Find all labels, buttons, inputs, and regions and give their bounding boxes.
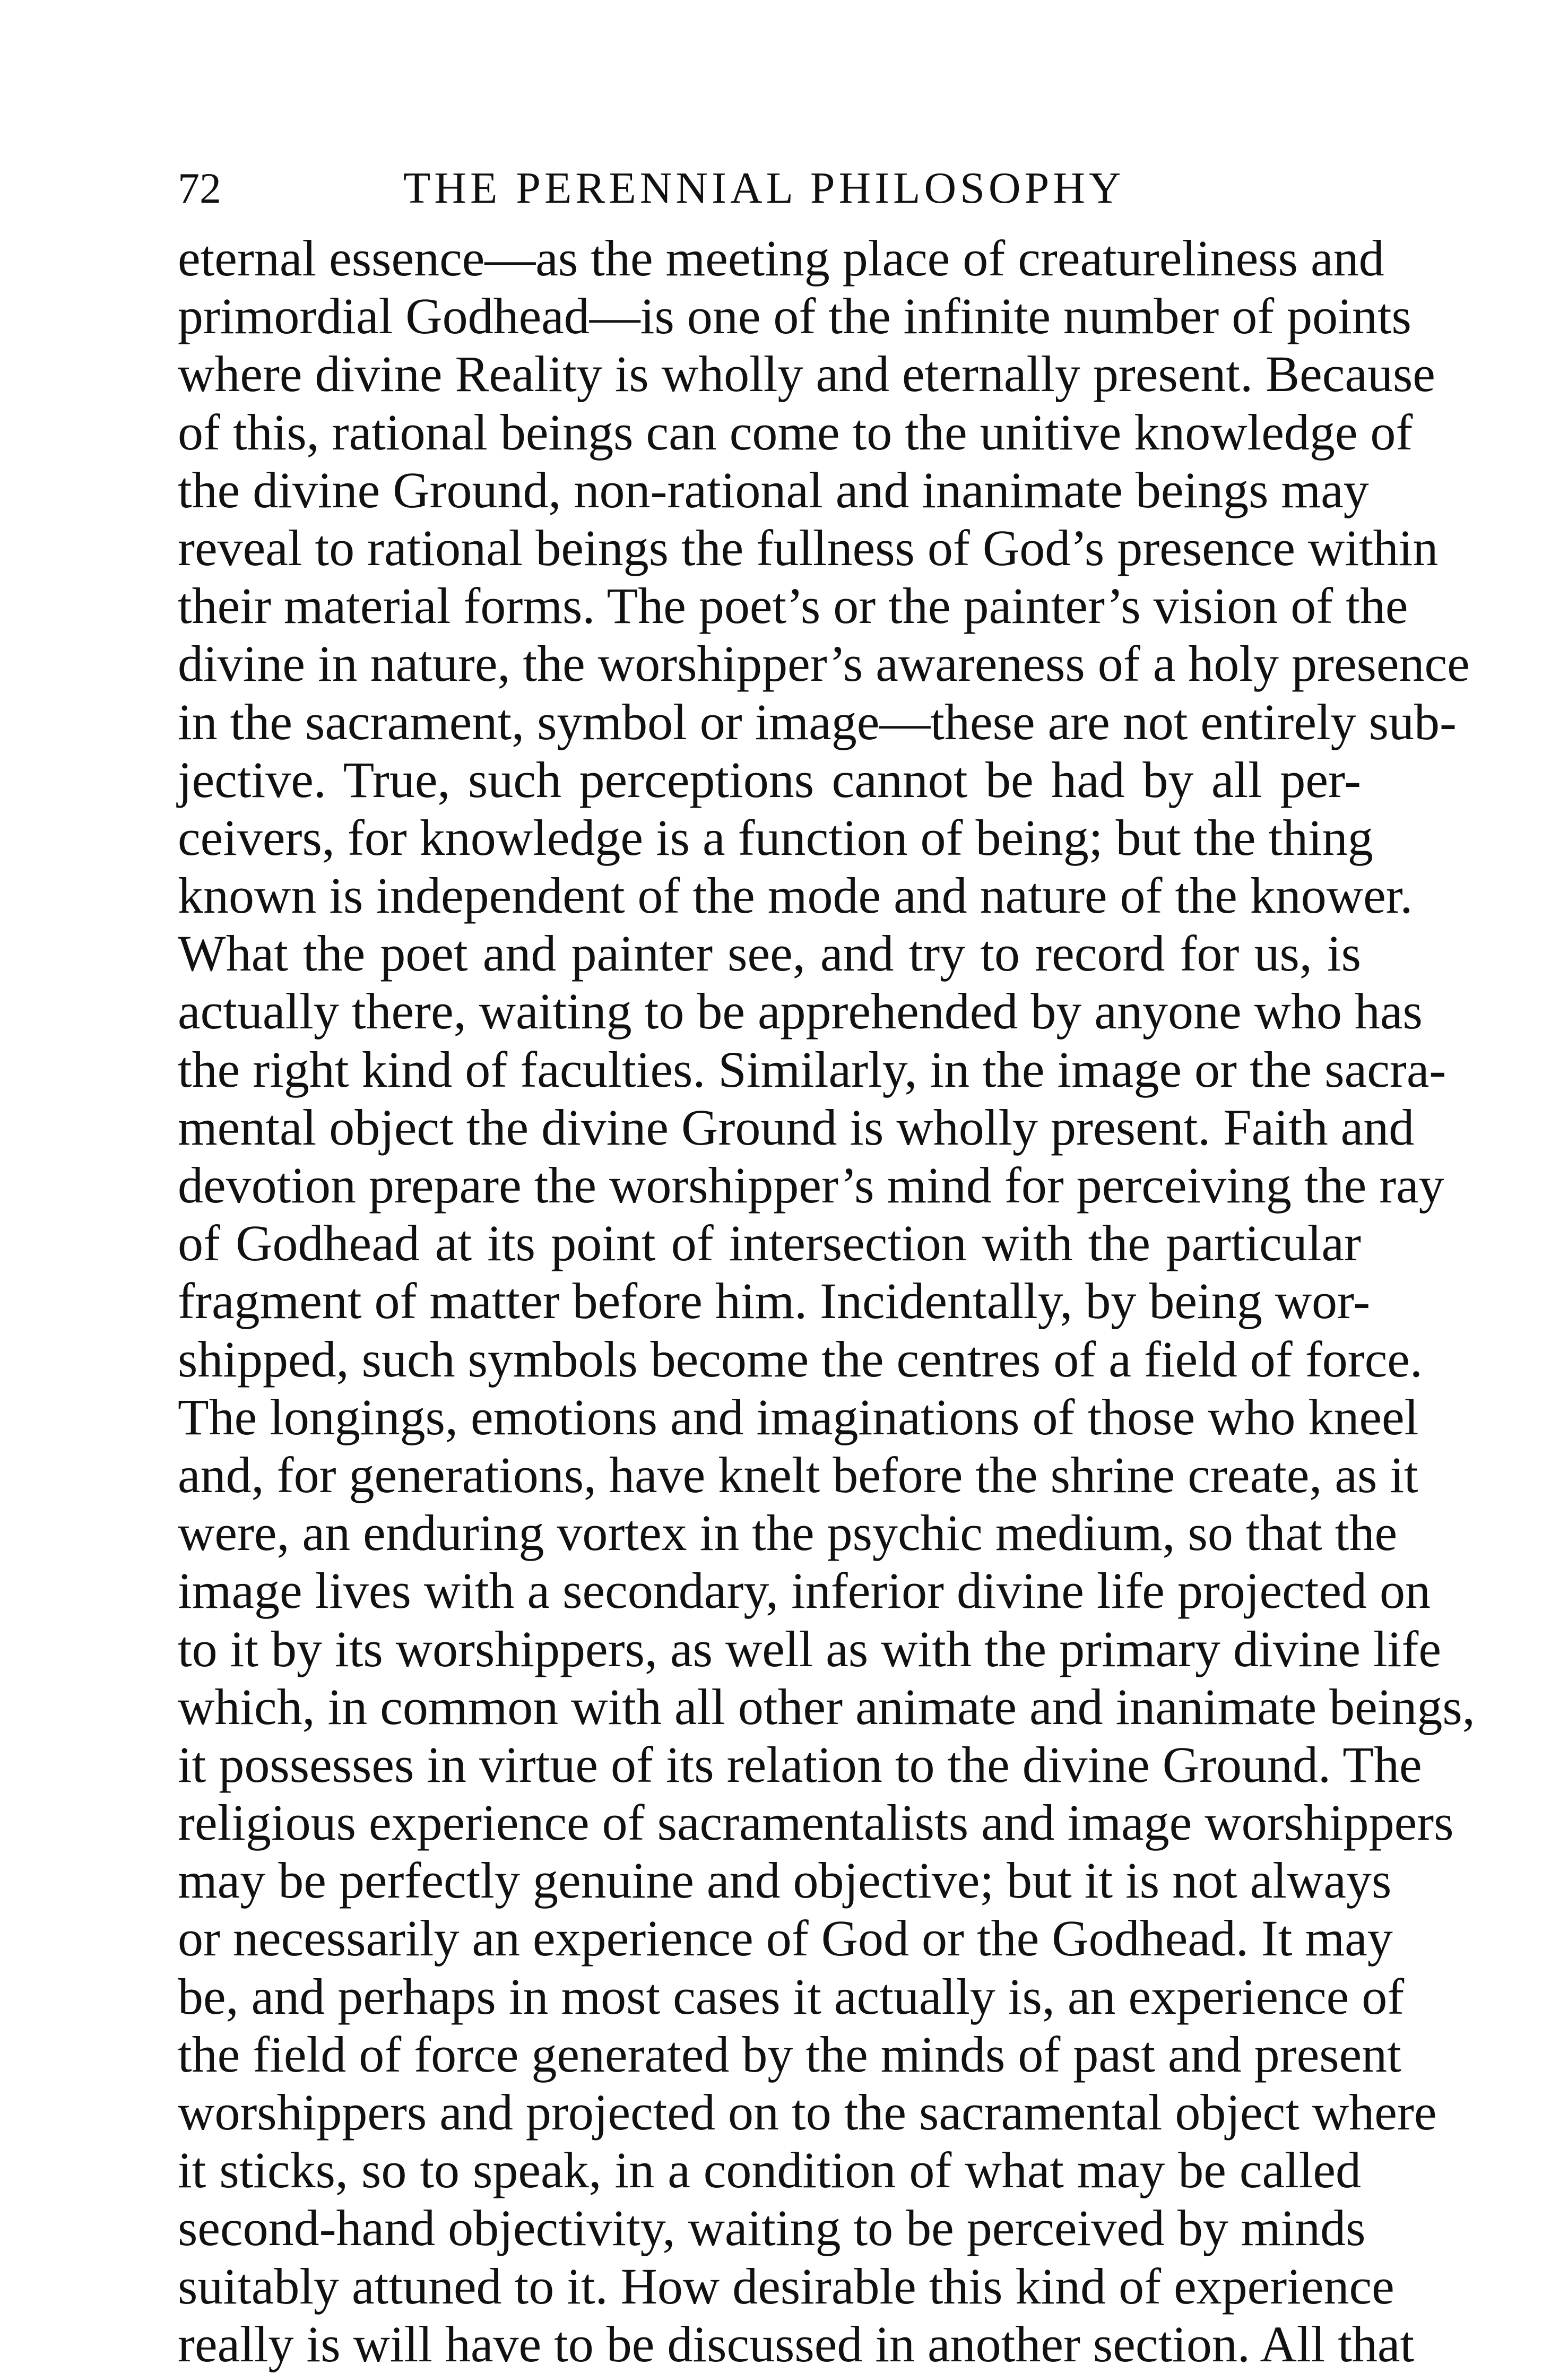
text-line: actually there, waiting to be apprehended by anyone who has <box>178 983 1423 1040</box>
text-line: image lives with a secondary, inferior divine life projected on <box>178 1562 1431 1619</box>
text-line: eternal essence—as the meeting place of creatureliness and <box>178 230 1384 287</box>
text-line: divine in nature, the worshipper’s awareness of a holy presence <box>178 635 1470 692</box>
text-line: may be perfectly genuine and objective; but it is not always <box>178 1852 1392 1909</box>
text-line: fragment of matter before him. Incidentally, by being wor- <box>178 1272 1371 1330</box>
text-line: and, for generations, have knelt before the shrine create, as it <box>178 1446 1418 1503</box>
text-line: suitably attuned to it. How desirable this kind of experience <box>178 2257 1394 2315</box>
text-line: or necessarily an experience of God or the Godhead. It may <box>178 1910 1393 1967</box>
text-line: to it by its worshippers, as well as with the primary divine life <box>178 1620 1441 1677</box>
text-line: be, and perhaps in most cases it actually is, an experience of <box>178 1968 1405 2025</box>
text-line: religious experience of sacramentalists and image worshippers <box>178 1794 1454 1851</box>
text-line: the field of force generated by the minds of past and present <box>178 2025 1401 2083</box>
running-head <box>178 159 1361 218</box>
text-line: of this, rational beings can come to the unitive knowledge of <box>178 403 1413 461</box>
text-line: which, in common with all other animate and inanimate beings, <box>178 1678 1475 1735</box>
body-text <box>178 229 1475 2373</box>
text-line: mental object the divine Ground is wholly present. Faith and <box>178 1098 1415 1156</box>
text-line: worshippers and projected on to the sacramental object where <box>178 2084 1437 2141</box>
text-line: where divine Reality is wholly and eternally present. Because <box>178 345 1435 403</box>
text-line: What the poet and painter see, and try to record for us, is <box>178 925 1361 982</box>
text-line: of Godhead at its point of intersection with the particular <box>178 1215 1361 1272</box>
book-title: THE PERENNIAL PHILOSOPHY <box>403 163 1125 213</box>
text-line: in the sacrament, symbol or image—these are not entirely sub- <box>178 693 1457 750</box>
text-line: The longings, emotions and imaginations of those who kneel <box>178 1388 1419 1445</box>
text-line: jective. True, such perceptions cannot be had by all per- <box>178 751 1361 808</box>
text-line: primordial Godhead—is one of the infinite number of points <box>178 288 1411 345</box>
text-line: the right kind of faculties. Similarly, in the image or the sacra- <box>178 1041 1446 1098</box>
text-line: shipped, such symbols become the centres of a field of force. <box>178 1330 1423 1388</box>
text-line: their material forms. The poet’s or the painter’s vision of the <box>178 577 1408 635</box>
text-line: really is will have to be discussed in another section. All that <box>178 2315 1415 2372</box>
text-line: it sticks, so to speak, in a condition of what may be called <box>178 2142 1361 2199</box>
text-line: were, an enduring vortex in the psychic medium, so that the <box>178 1504 1398 1562</box>
text-line: it possesses in virtue of its relation to the divine Ground. The <box>178 1736 1422 1793</box>
text-line: the divine Ground, non-rational and inanimate beings may <box>178 461 1369 518</box>
text-line: devotion prepare the worshipper’s mind for perceiving the ray <box>178 1157 1444 1214</box>
text-line: second-hand objectivity, waiting to be perceived by minds <box>178 2199 1366 2257</box>
text-line: reveal to rational beings the fullness of God’s presence within <box>178 519 1439 576</box>
text-line: known is independent of the mode and nature of the knower. <box>178 867 1413 924</box>
page-number: 72 <box>178 164 221 212</box>
text-line: ceivers, for knowledge is a function of being; but the thing <box>178 809 1373 866</box>
